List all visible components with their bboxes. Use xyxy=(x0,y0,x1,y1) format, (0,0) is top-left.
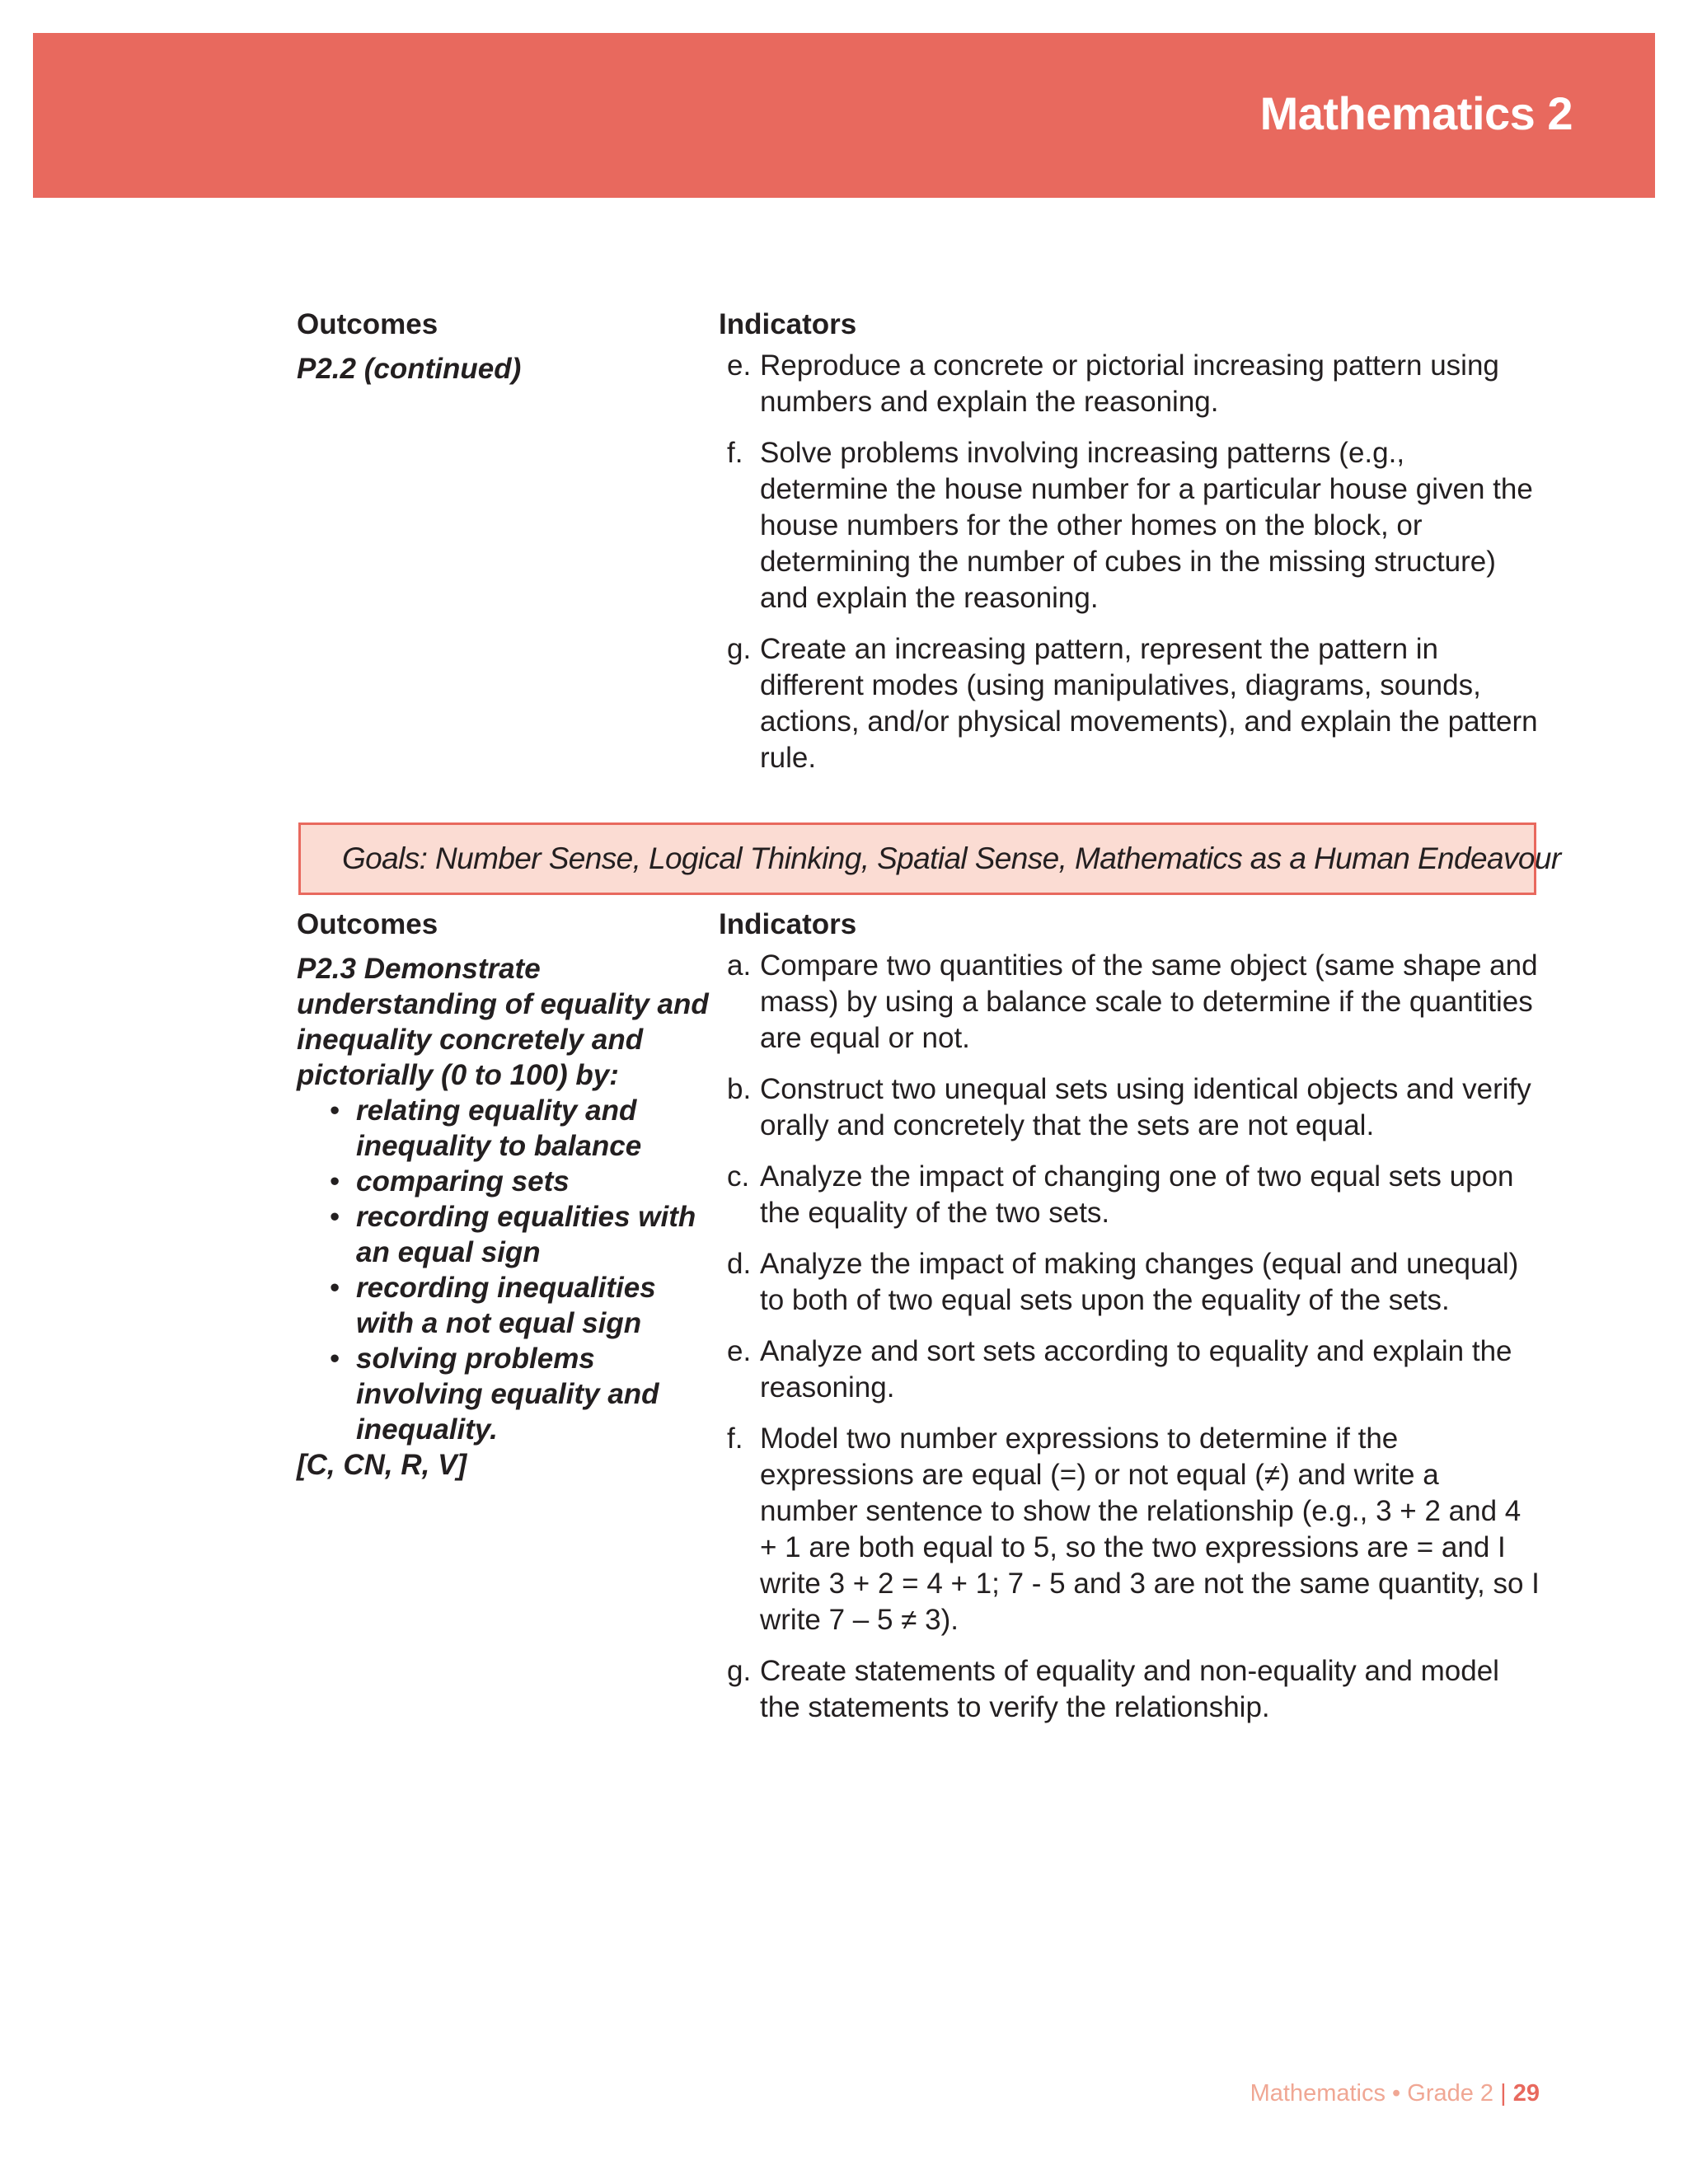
indicator-letter: f. xyxy=(727,1422,743,1455)
indicator-letter: f. xyxy=(727,437,743,469)
indicator-text: Analyze the impact of making changes (equal and unequal) to both of two equal sets upon the equality of the sets. xyxy=(760,1248,1519,1316)
bullet-icon: • xyxy=(330,1343,340,1375)
page-footer xyxy=(1250,2080,1540,2107)
bullet-icon: • xyxy=(330,1272,340,1304)
indicator-letter: b. xyxy=(727,1073,752,1105)
list-item xyxy=(330,1270,709,1341)
outcome-label: P2.2 (continued) xyxy=(297,353,522,385)
indicator-text: Construct two unequal sets using identical objects and verify orally and concretely that the sets are not equal. xyxy=(760,1073,1531,1141)
outcomes-heading: Outcomes xyxy=(297,308,438,340)
bullet-text: relating equality and inequality to balance xyxy=(356,1094,642,1162)
bullet-text: comparing sets xyxy=(356,1165,570,1197)
indicator-letter: d. xyxy=(727,1248,752,1280)
outcome-statement xyxy=(297,951,709,1093)
goals-text: Goals: Number Sense, Logical Thinking, Spatial Sense, Mathematics as a Human Endeavour xyxy=(342,841,1561,875)
outcome-codes: [C, CN, R, V] xyxy=(297,1449,467,1481)
outcomes-heading: Outcomes xyxy=(297,908,438,940)
footer-separator: | xyxy=(1500,2080,1507,2107)
indicator-letter: e. xyxy=(727,349,752,382)
indicators-heading: Indicators xyxy=(719,308,857,340)
list-item xyxy=(330,1093,709,1164)
indicator-text: Reproduce a concrete or pictorial increasing pattern using numbers and explain the reasoning. xyxy=(760,349,1499,418)
list-item xyxy=(719,1421,1540,1638)
bullet-text: recording equalities with an equal sign xyxy=(356,1201,696,1268)
bullet-icon: • xyxy=(330,1094,340,1127)
list-item xyxy=(719,348,1540,420)
indicator-letter: g. xyxy=(727,1655,752,1687)
footer-grade: Grade 2 xyxy=(1407,2080,1494,2107)
outcome-description: Demonstrate understanding of equality and inequality concretely and pictorially (0 to 100) by: xyxy=(297,953,709,1091)
list-item xyxy=(330,1341,709,1447)
list-item xyxy=(719,631,1540,776)
list-item xyxy=(330,1199,709,1270)
outcomes-column xyxy=(297,907,709,1483)
indicator-list xyxy=(719,348,1540,776)
indicator-text: Create an increasing pattern, represent the pattern in different modes (using manipulatives, diagrams, sounds, actions, and/or physical movements), and explain the pattern rule. xyxy=(760,633,1538,774)
goals-banner xyxy=(298,823,1561,895)
indicator-text: Solve problems involving increasing patterns (e.g., determine the house number for a particular house given the house numbers for the other homes on the block, or determining the number of cubes in the missing structure) and explain the reasoning. xyxy=(760,437,1533,614)
indicator-list xyxy=(719,948,1540,1726)
footer-subject: Mathematics xyxy=(1250,2080,1386,2107)
outcome-bullets xyxy=(297,1093,709,1447)
indicator-text: Create statements of equality and non-equality and model the statements to verify the relationship. xyxy=(760,1655,1499,1723)
outcomes-column xyxy=(297,307,709,387)
indicator-text: Compare two quantities of the same object (same shape and mass) by using a balance scale to determine if the quantities are equal or not. xyxy=(760,949,1538,1054)
list-item xyxy=(719,1071,1540,1144)
list-item xyxy=(719,1333,1540,1406)
indicators-column xyxy=(719,307,1540,791)
indicator-text: Analyze and sort sets according to equality and explain the reasoning. xyxy=(760,1335,1512,1404)
indicator-letter: c. xyxy=(727,1160,750,1193)
indicator-text: Model two number expressions to determine if the expressions are equal (=) or not equal (≠) and write a number sentence to show the relationship (e.g., 3 + 2 and 4 + 1 are both equal to 5, so the two expressions are = and I write 3 + 2 = 4 + 1; 7 - 5 and 3 are not the same quantity, so I write 7 – 5 ≠ 3). xyxy=(760,1422,1540,1636)
list-item xyxy=(719,948,1540,1057)
list-item xyxy=(330,1164,709,1199)
indicator-letter: g. xyxy=(727,633,752,665)
list-item xyxy=(719,1159,1540,1231)
list-item xyxy=(719,435,1540,616)
list-item xyxy=(719,1246,1540,1319)
indicators-heading: Indicators xyxy=(719,908,857,940)
page-title: Mathematics 2 xyxy=(1259,87,1573,139)
page-number: 29 xyxy=(1512,2080,1540,2107)
list-item xyxy=(719,1653,1540,1726)
indicators-column xyxy=(719,907,1540,1741)
bullet-text: recording inequalities with a not equal sign xyxy=(356,1272,656,1339)
outcome-code: P2.3 xyxy=(297,953,356,985)
footer-bullet: • xyxy=(1392,2080,1401,2107)
indicator-letter: e. xyxy=(727,1335,752,1367)
bullet-icon: • xyxy=(330,1201,340,1233)
indicator-text: Analyze the impact of changing one of two equal sets upon the equality of the two sets. xyxy=(760,1160,1514,1229)
bullet-text: solving problems involving equality and inequality. xyxy=(356,1343,659,1446)
bullet-icon: • xyxy=(330,1165,340,1197)
indicator-letter: a. xyxy=(727,949,752,982)
